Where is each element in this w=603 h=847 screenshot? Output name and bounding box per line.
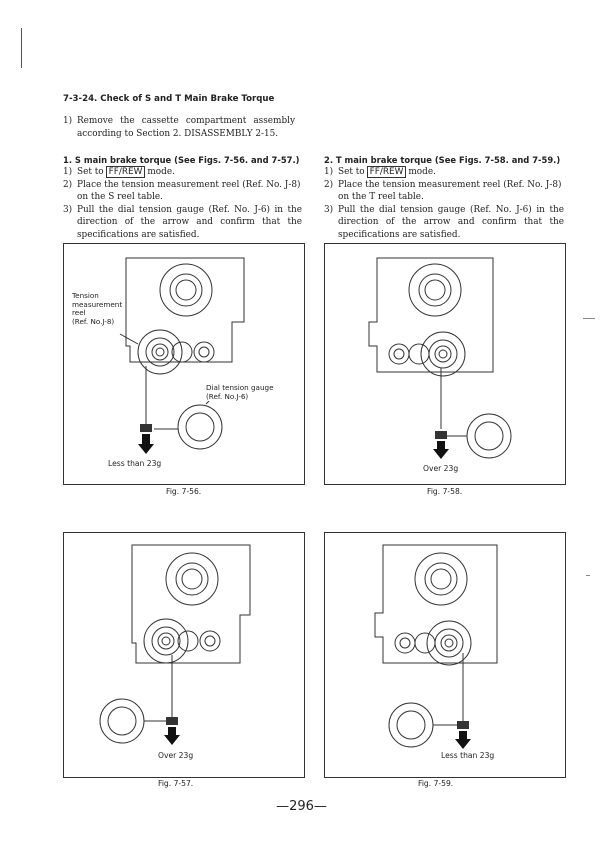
torque-result: Over 23g <box>158 751 194 760</box>
figure-7-57 <box>63 532 305 778</box>
figure-caption: Fig. 7-58. <box>427 487 463 496</box>
step-number: 2) <box>63 179 73 190</box>
reel-label: Tension measurement reel (Ref. No.J-8) <box>72 291 123 326</box>
section-title: 7-3-24. Check of S and T Main Brake Torque <box>63 94 275 104</box>
step-text: Place the tension measurement reel (Ref. No. J-8) on the T reel table. <box>338 179 562 203</box>
torque-result: Over 23g <box>423 464 459 473</box>
torque-result: Less than 23g <box>108 459 162 468</box>
brake-diagram-s-over <box>64 533 304 777</box>
figure-caption: Fig. 7-57. <box>158 779 194 788</box>
right-heading: 2. T main brake torque (See Figs. 7-58. and 7-59.) <box>324 155 561 165</box>
torque-result: Less than 23g <box>441 751 495 760</box>
step-text: Place the tension measurement reel (Ref. No. J-8) on the S reel table. <box>77 179 301 203</box>
page-number: —296— <box>276 799 327 814</box>
left-steps <box>63 166 302 242</box>
figure-7-58 <box>324 243 566 485</box>
mode-key: FF/REW <box>367 166 407 178</box>
step-text: Pull the dial tension gauge (Ref. No. J-6) in the direction of the arrow and confirm that the specifications are satisfied. <box>338 204 564 240</box>
binding-line <box>21 28 22 68</box>
step-number: 1) <box>63 116 73 126</box>
step-number: 2) <box>324 179 334 190</box>
step-text: Pull the dial tension gauge (Ref. No. J-6) in the direction of the arrow and confirm that the specifications are satisfied. <box>77 204 302 240</box>
step-number: 3) <box>324 204 334 215</box>
step-number: 1) <box>324 167 334 177</box>
figure-7-56 <box>63 243 305 485</box>
gauge-label: Dial tension gauge (Ref. No.J-6) <box>206 383 274 401</box>
brake-diagram-s-over <box>64 244 304 484</box>
step-text: Set to FF/REW mode. <box>77 167 175 177</box>
intro-paragraph <box>63 115 295 140</box>
figure-caption: Fig. 7-56. <box>166 487 202 496</box>
right-steps <box>324 166 564 242</box>
brake-diagram-t-over <box>325 244 565 484</box>
mode-key: FF/REW <box>106 166 146 178</box>
step-number: 1) <box>63 167 73 177</box>
step-number: 3) <box>63 204 73 215</box>
figure-7-59 <box>324 532 566 778</box>
figure-caption: Fig. 7-59. <box>418 779 454 788</box>
margin-mark <box>586 575 590 576</box>
step-text: Set to FF/REW mode. <box>338 167 436 177</box>
left-heading: 1. S main brake torque (See Figs. 7-56. and 7-57.) <box>63 155 300 165</box>
margin-mark <box>583 318 595 319</box>
step-text: Remove the cassette compartment assembly according to Section 2. DISASSEMBLY 2-15. <box>77 116 295 139</box>
brake-diagram-t-less <box>325 533 565 777</box>
